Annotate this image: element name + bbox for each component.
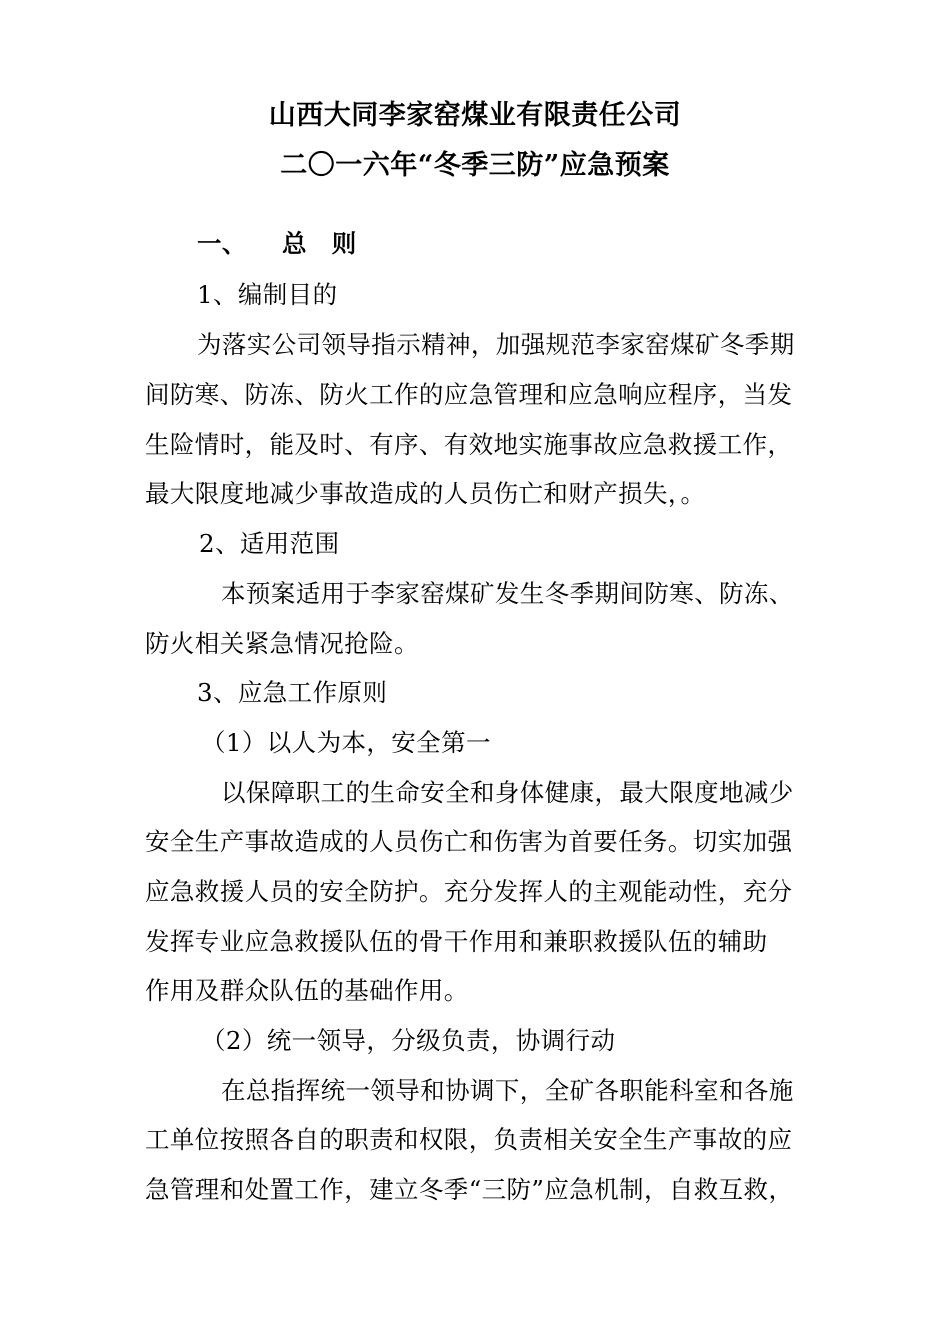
paragraph-line: 安全生产事故造成的人员伤亡和伤害为首要任务。切实加强 — [145, 827, 793, 856]
paragraph-line: 生险情时，能及时、有序、有效地实施事故应急救援工作， — [145, 430, 793, 459]
item2-heading: 2、适用范围 — [199, 529, 340, 558]
paragraph-line: 间防寒、防冻、防火工作的应急管理和应急响应程序，当发 — [145, 380, 793, 409]
paragraph-line: 发挥专业应急救援队伍的骨干作用和兼职救援队伍的辅助 — [145, 927, 768, 956]
paragraph-line: 以保障职工的生命安全和身体健康，最大限度地减少 — [221, 778, 794, 807]
paragraph-line: 应急救援人员的安全防护。充分发挥人的主观能动性，充分 — [145, 877, 793, 906]
principle2-heading: （2）统一领导，分级负责，协调行动 — [201, 1026, 616, 1055]
document-title-line1: 山西大同李家窑煤业有限责任公司 — [268, 100, 682, 131]
document-title-line2: 二〇一六年“冬季三防”应急预案 — [280, 150, 670, 181]
paragraph-line: 最大限度地减少事故造成的人员伤亡和财产损失，。 — [145, 479, 706, 508]
paragraph-line: 作用及群众队伍的基础作用。 — [145, 976, 469, 1005]
item3-heading: 3、应急工作原则 — [197, 678, 388, 707]
paragraph-line: 本预案适用于李家窑煤矿发生冬季期间防寒、防冻、 — [221, 579, 794, 608]
paragraph-line: 防火相关紧急情况抢险。 — [145, 629, 419, 658]
paragraph-line: 工单位按照各自的职责和权限，负责相关安全生产事故的应 — [145, 1125, 793, 1154]
paragraph-line: 在总指挥统一领导和协调下，全矿各职能科室和各施 — [221, 1076, 794, 1105]
paragraph-line: 急管理和处置工作，建立冬季“三防”应急机制，自救互救， — [145, 1175, 794, 1204]
paragraph-line: 为落实公司领导指示精神，加强规范李家窑煤矿冬季期 — [197, 330, 795, 359]
item1-heading: 1、编制目的 — [197, 280, 338, 309]
principle1-heading: （1）以人为本，安全第一 — [201, 728, 491, 757]
section-number: 一、 — [197, 229, 247, 258]
section-title: 总 则 — [282, 229, 357, 258]
